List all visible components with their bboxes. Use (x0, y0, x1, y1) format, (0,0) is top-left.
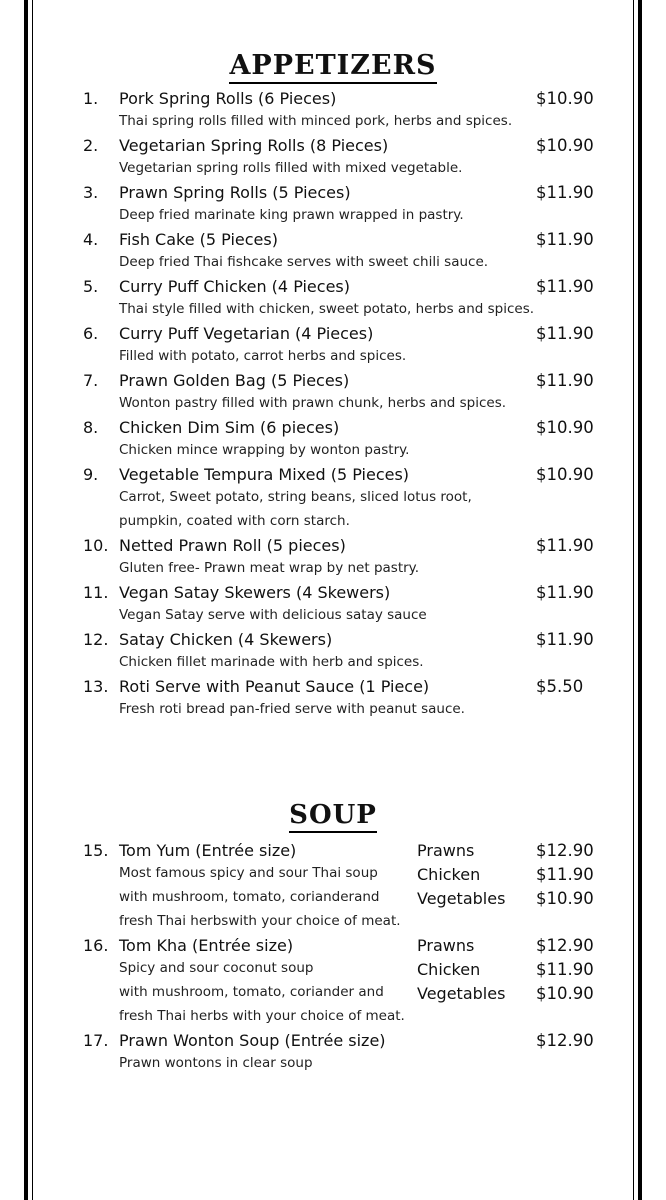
item-name: Vegan Satay Skewers (4 Skewers) (119, 582, 391, 602)
item-price: $12.90 (536, 1031, 594, 1050)
item-price: $10.90 (536, 418, 594, 437)
right-border-thick (638, 0, 642, 1200)
item-price: $11.90 (536, 277, 594, 296)
item-name: Chicken Dim Sim (6 pieces) (119, 418, 340, 437)
option-label: Chicken (417, 865, 481, 884)
item-price: $10.90 (536, 465, 594, 484)
item-number: 7. (83, 371, 99, 390)
item-description: with mushroom, tomato, corianderand (119, 889, 380, 905)
item-number: 13. (83, 676, 109, 696)
item-description: Prawn wontons in clear soup (119, 1055, 313, 1071)
option-price: $11.90 (536, 865, 594, 884)
item-description: Deep fried marinate king prawn wrapped in pastry. (119, 207, 464, 223)
item-name: Prawn Golden Bag (5 Pieces) (119, 371, 350, 390)
item-description: fresh Thai herbswith your choice of meat. (119, 913, 401, 929)
item-description: Chicken fillet marinade with herb and spices. (119, 653, 424, 670)
option-label: Chicken (417, 960, 481, 979)
item-number: 17. (83, 1031, 109, 1050)
item-name: Vegetable Tempura Mixed (5 Pieces) (119, 465, 410, 484)
item-number: 6. (83, 324, 99, 343)
item-name: Tom Kha (Entrée size) (119, 936, 294, 955)
option-price: $11.90 (536, 960, 594, 979)
item-number: 1. (83, 89, 99, 108)
item-price: $11.90 (536, 535, 594, 555)
item-number: 2. (83, 136, 99, 155)
item-number: 9. (83, 465, 99, 484)
item-price: $11.90 (536, 371, 594, 390)
option-price: $10.90 (536, 889, 594, 908)
left-border-thin (32, 0, 33, 1200)
item-description: Vegetarian spring rolls filled with mixed vegetable. (119, 160, 463, 176)
item-name: Fish Cake (5 Pieces) (119, 230, 278, 249)
item-price: $10.90 (536, 136, 594, 155)
option-label: Prawns (417, 936, 475, 955)
item-number: 11. (83, 582, 109, 602)
item-price: $11.90 (536, 582, 594, 602)
item-number: 10. (83, 535, 109, 555)
item-number: 4. (83, 230, 99, 249)
item-description: Gluten free- Prawn meat wrap by net pastry. (119, 559, 420, 576)
item-price: $11.90 (536, 629, 594, 649)
item-description: Filled with potato, carrot herbs and spices. (119, 348, 407, 364)
item-description: Most famous spicy and sour Thai soup (119, 865, 378, 881)
item-number: 5. (83, 277, 99, 296)
item-number: 15. (83, 841, 109, 860)
item-name: Roti Serve with Peanut Sauce (1 Piece) (119, 676, 430, 696)
item-name: Satay Chicken (4 Skewers) (119, 629, 333, 649)
item-number: 8. (83, 418, 99, 437)
item-price: $11.90 (536, 183, 594, 202)
option-price: $12.90 (536, 936, 594, 955)
item-price: $10.90 (536, 89, 594, 108)
item-name: Curry Puff Vegetarian (4 Pieces) (119, 324, 374, 343)
soup-heading: SOUP (0, 800, 666, 830)
left-border-thick (24, 0, 28, 1200)
item-description: Carrot, Sweet potato, string beans, sliced lotus root, (119, 489, 472, 505)
item-name: Prawn Spring Rolls (5 Pieces) (119, 183, 351, 202)
item-description: Fresh roti bread pan-fried serve with peanut sauce. (119, 700, 465, 717)
right-border-thin (633, 0, 634, 1200)
appetizers-heading: APPETIZERS (0, 50, 666, 81)
item-description: Chicken mince wrapping by wonton pastry. (119, 442, 410, 458)
item-description: fresh Thai herbs with your choice of meat. (119, 1008, 405, 1024)
item-name: Netted Prawn Roll (5 pieces) (119, 535, 346, 555)
item-name: Tom Yum (Entrée size) (119, 841, 297, 860)
item-description: Thai spring rolls filled with minced pork, herbs and spices. (119, 113, 513, 129)
option-label: Prawns (417, 841, 475, 860)
item-name: Vegetarian Spring Rolls (8 Pieces) (119, 136, 389, 155)
option-price: $10.90 (536, 984, 594, 1003)
item-description: Spicy and sour coconut soup (119, 960, 314, 976)
item-description: with mushroom, tomato, coriander and (119, 984, 384, 1000)
item-name: Pork Spring Rolls (6 Pieces) (119, 89, 337, 108)
item-name: Prawn Wonton Soup (Entrée size) (119, 1031, 386, 1050)
item-description: pumpkin, coated with corn starch. (119, 512, 350, 529)
item-price: $5.50 (536, 676, 584, 696)
item-number: 16. (83, 936, 109, 955)
item-number: 12. (83, 629, 109, 649)
option-label: Vegetables (417, 984, 506, 1003)
item-price: $11.90 (536, 324, 594, 343)
item-description: Deep fried Thai fishcake serves with sweet chili sauce. (119, 254, 489, 270)
item-description: Thai style filled with chicken, sweet potato, herbs and spices. (119, 301, 535, 317)
option-price: $12.90 (536, 841, 594, 860)
option-label: Vegetables (417, 889, 506, 908)
item-description: Vegan Satay serve with delicious satay sauce (119, 606, 427, 623)
item-name: Curry Puff Chicken (4 Pieces) (119, 277, 350, 296)
item-description: Wonton pastry filled with prawn chunk, herbs and spices. (119, 395, 507, 411)
item-number: 3. (83, 183, 99, 202)
item-price: $11.90 (536, 230, 594, 249)
